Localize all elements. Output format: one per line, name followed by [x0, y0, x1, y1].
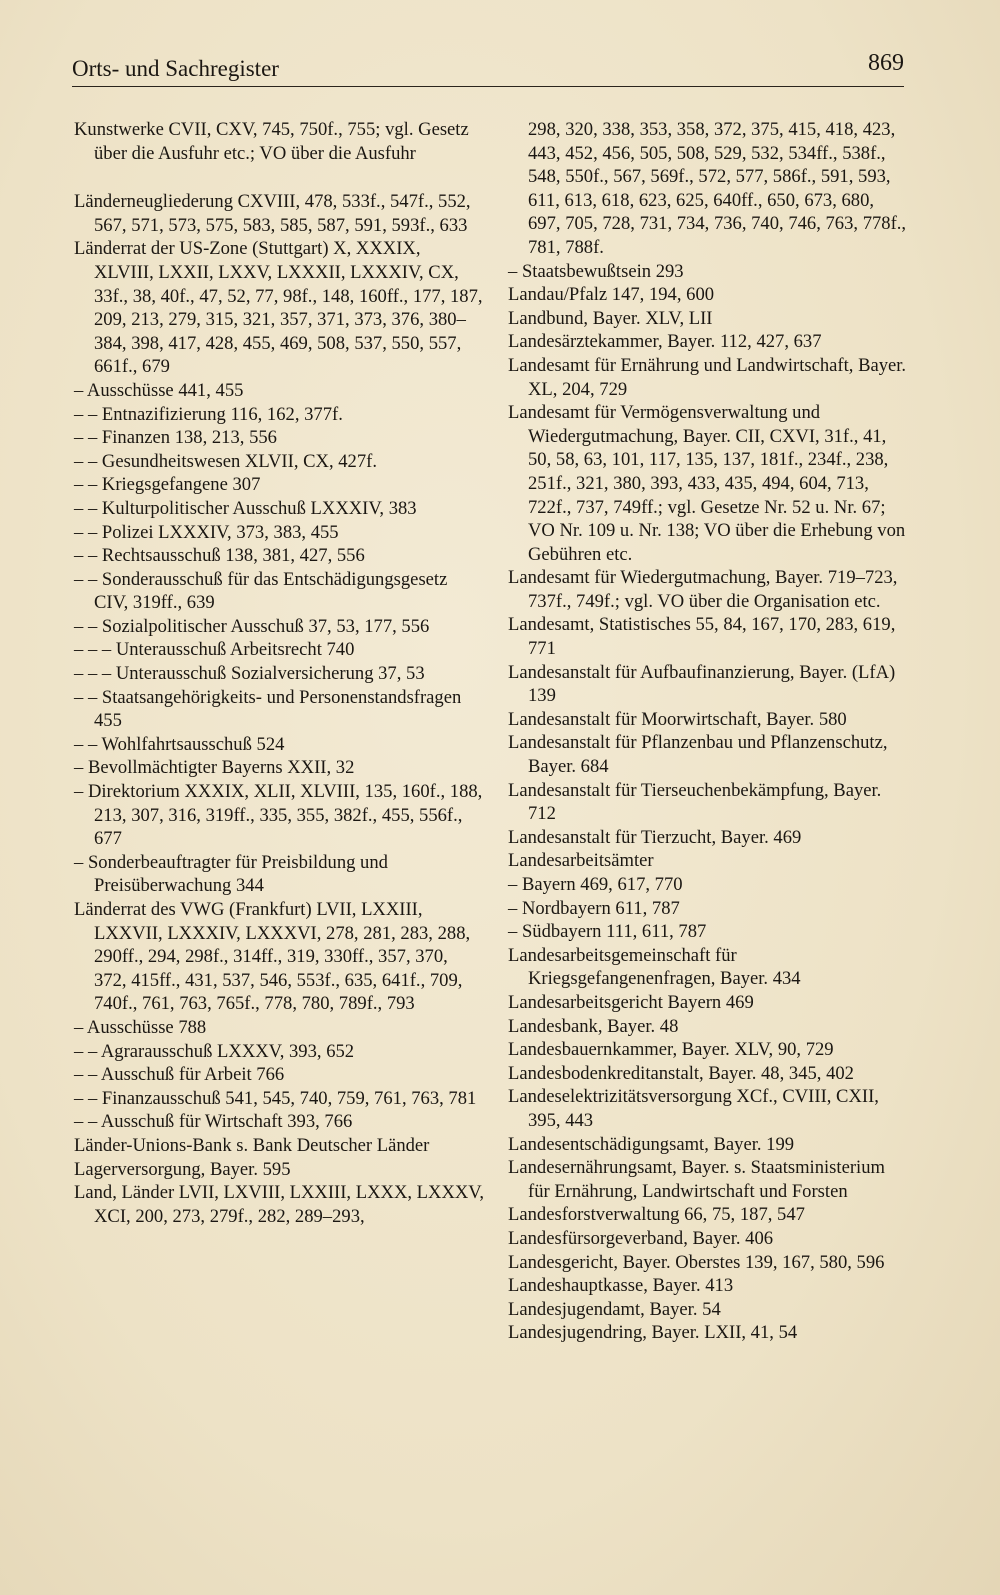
index-entry: Land, Länder LVII, LXVIII, LXXIII, LXXX, LXXXV, XCI, 200, 273, 279f., 282, 289–293, — [74, 1182, 484, 1227]
index-entry: Landesanstalt für Aufbaufinanzierung, Bayer. (LfA) 139 — [508, 661, 896, 707]
index-entry: Landesanstalt für Moorwirtschaft, Bayer. 580 — [508, 708, 847, 730]
index-entry: – – Ausschuß für Arbeit 766 — [74, 1064, 285, 1086]
index-entry: Landesärztekammer, Bayer. 112, 427, 637 — [508, 331, 822, 353]
index-entry: – Nordbayern 611, 787 — [508, 897, 680, 919]
index-entry: – – Agrarausschuß LXXXV, 393, 652 — [74, 1040, 355, 1062]
index-entry: – – Finanzen 138, 213, 556 — [74, 427, 277, 449]
index-entry: – – Polizei LXXXIV, 373, 383, 455 — [74, 521, 339, 543]
index-column-left — [74, 118, 484, 1228]
index-entry: Landesanstalt für Pflanzenbau und Pflanzenschutz, Bayer. 684 — [508, 732, 888, 778]
index-entry: Länder-Unions-Bank s. Bank Deutscher Länder — [74, 1134, 430, 1156]
page-number: 869 — [868, 50, 904, 76]
index-entry: – Sonderbeauftragter für Preisbildung und Preisüberwachung 344 — [74, 851, 388, 897]
index-entry: – – Ausschuß für Wirtschaft 393, 766 — [74, 1111, 353, 1133]
index-entry: – – Sonderausschuß für das Entschädigungsgesetz CIV, 319ff., 639 — [74, 568, 448, 614]
index-entry: Landesbank, Bayer. 48 — [508, 1015, 679, 1037]
index-entry: – – Finanzausschuß 541, 545, 740, 759, 761, 763, 781 — [74, 1087, 477, 1109]
index-entry: Landesanstalt für Tierseuchenbekämpfung, Bayer. 712 — [508, 779, 882, 825]
index-entry: – – Staatsangehörigkeits- und Personenstandsfragen 455 — [74, 686, 462, 732]
index-entry: Lagerversorgung, Bayer. 595 — [74, 1158, 291, 1180]
index-entry: – – – Unterausschuß Arbeitsrecht 740 — [74, 639, 355, 661]
running-header — [72, 50, 904, 84]
index-entry: Kunstwerke CVII, CXV, 745, 750f., 755; vgl. Gesetz über die Ausfuhr etc.; VO über die Ausfuhr — [74, 119, 469, 164]
index-entry: – – Entnazifizierung 116, 162, 377f. — [74, 403, 343, 425]
index-entry: – – Kriegsgefangene 307 — [74, 474, 261, 496]
index-entry: Landesamt für Vermögensverwaltung und Wiedergutmachung, Bayer. CII, CXVI, 31f., 41, 50, 58, 63, 101, 117, 135, 137, 181f., 234f., 238, 251f., 321, 380, 393, 433, 435, 494, 604, 713, 722f., 737, 749ff.; vgl. Gesetze Nr. 52 u. Nr. 67; VO Nr. 109 u. Nr. 138; VO über die Erhebung von Gebühren etc. — [508, 402, 906, 565]
index-entry: Landesentschädigungsamt, Bayer. 199 — [508, 1133, 795, 1155]
index-entry: Landesbauernkammer, Bayer. XLV, 90, 729 — [508, 1039, 834, 1061]
index-entry: – – Rechtsausschuß 138, 381, 427, 556 — [74, 545, 365, 567]
index-entry: – Bevollmächtigter Bayerns XXII, 32 — [74, 757, 355, 779]
index-entry: Landesamt für Ernährung und Landwirtschaft, Bayer. XL, 204, 729 — [508, 354, 907, 400]
index-entry: – Ausschüsse 441, 455 — [74, 379, 244, 401]
index-entry: Landesamt für Wiedergutmachung, Bayer. 719–723, 737f., 749f.; vgl. VO über die Organisation etc. — [508, 567, 898, 612]
index-entry: – – Gesundheitswesen XLVII, CX, 427f. — [74, 450, 377, 472]
index-entry: Landesjugendring, Bayer. LXII, 41, 54 — [508, 1322, 798, 1344]
index-entry: Landesgericht, Bayer. Oberstes 139, 167, 580, 596 — [508, 1251, 885, 1273]
index-entry: – – Sozialpolitischer Ausschuß 37, 53, 177, 556 — [74, 615, 430, 637]
index-entry: Länderrat des VWG (Frankfurt) LVII, LXXIII, LXXVII, LXXXIV, LXXXVI, 278, 281, 283, 288, 290ff., 294, 298f., 314ff., 319, 330ff., 357, 370, 372, 415ff., 431, 537, 546, 553f., 635, 641f., 709, 740f., 761, 763, 765f., 778, 780, 789f., 793 — [74, 899, 471, 1015]
index-entry: – – Kulturpolitischer Ausschuß LXXXIV, 383 — [74, 497, 417, 519]
index-entry: Landesanstalt für Tierzucht, Bayer. 469 — [508, 826, 802, 848]
index-entry: – – – Unterausschuß Sozialversicherung 37, 53 — [74, 663, 425, 685]
index-entry: – Bayern 469, 617, 770 — [508, 874, 683, 895]
index-entry: 298, 320, 338, 353, 358, 372, 375, 415, 418, 423, 443, 452, 456, 505, 508, 529, 532, 534ff., 538f., 548, 550f., 567, 569f., 572, 577, 586f., 591, 593, 611, 613, 618, 623, 625, 640ff., 650, 673, 680, 697, 705, 728, 731, 734, 736, 740, 746, 763, 778f., 781, 788f. — [528, 119, 907, 258]
index-entry: Landeshauptkasse, Bayer. 413 — [508, 1275, 734, 1297]
index-column-right — [508, 118, 908, 1345]
index-entry: Landesfürsorgeverband, Bayer. 406 — [508, 1227, 774, 1249]
header-rule — [72, 86, 904, 87]
index-entry: Landesarbeitsgemeinschaft für Kriegsgefangenenfragen, Bayer. 434 — [508, 944, 801, 990]
index-entry: – Südbayern 111, 611, 787 — [508, 921, 707, 943]
index-entry: – – Wohlfahrtsausschuß 524 — [74, 733, 285, 755]
index-entry: – Staatsbewußtsein 293 — [508, 260, 684, 282]
section-title: Orts- und Sachregister — [72, 56, 279, 81]
index-entry: Landesforstverwaltung 66, 75, 187, 547 — [508, 1204, 805, 1226]
index-entry: Landau/Pfalz 147, 194, 600 — [508, 284, 715, 306]
index-entry: Länderrat der US-Zone (Stuttgart) X, XXXIX, XLVIII, LXXII, LXXV, LXXXII, LXXXIV, CX, 33f., 38, 40f., 47, 52, 77, 98f., 148, 160ff., 177, 187, 209, 213, 279, 315, 321, 357, 371, 373, 376, 380–384, 398, 417, 428, 455, 469, 508, 537, 550, 557, 661f., 679 — [74, 238, 483, 378]
index-entry: Landesernährungsamt, Bayer. s. Staatsministerium für Ernährung, Landwirtschaft und Forsten — [508, 1157, 885, 1202]
index-entry: Landesarbeitsämter — [508, 850, 654, 872]
index-entry: Landbund, Bayer. XLV, LII — [508, 307, 713, 329]
index-entry: Landesbodenkreditanstalt, Bayer. 48, 345, 402 — [508, 1062, 854, 1084]
index-entry: – Ausschüsse 788 — [74, 1016, 207, 1038]
index-entry: Landesjugendamt, Bayer. 54 — [508, 1298, 721, 1320]
index-entry: Länderneugliederung CXVIII, 478, 533f., 547f., 552, 567, 571, 573, 575, 583, 585, 587, 591, 593f., 633 — [74, 191, 471, 236]
index-entry: Landesarbeitsgericht Bayern 469 — [508, 991, 754, 1013]
index-entry: Landesamt, Statistisches 55, 84, 167, 170, 283, 619, 771 — [508, 614, 896, 660]
index-entry: – Direktorium XXXIX, XLII, XLVIII, 135, 160f., 188, 213, 307, 316, 319ff., 335, 355, 382f., 455, 556f., 677 — [74, 781, 483, 850]
index-entry: Landeselektrizitätsversorgung XCf., CVIII, CXII, 395, 443 — [508, 1086, 879, 1131]
